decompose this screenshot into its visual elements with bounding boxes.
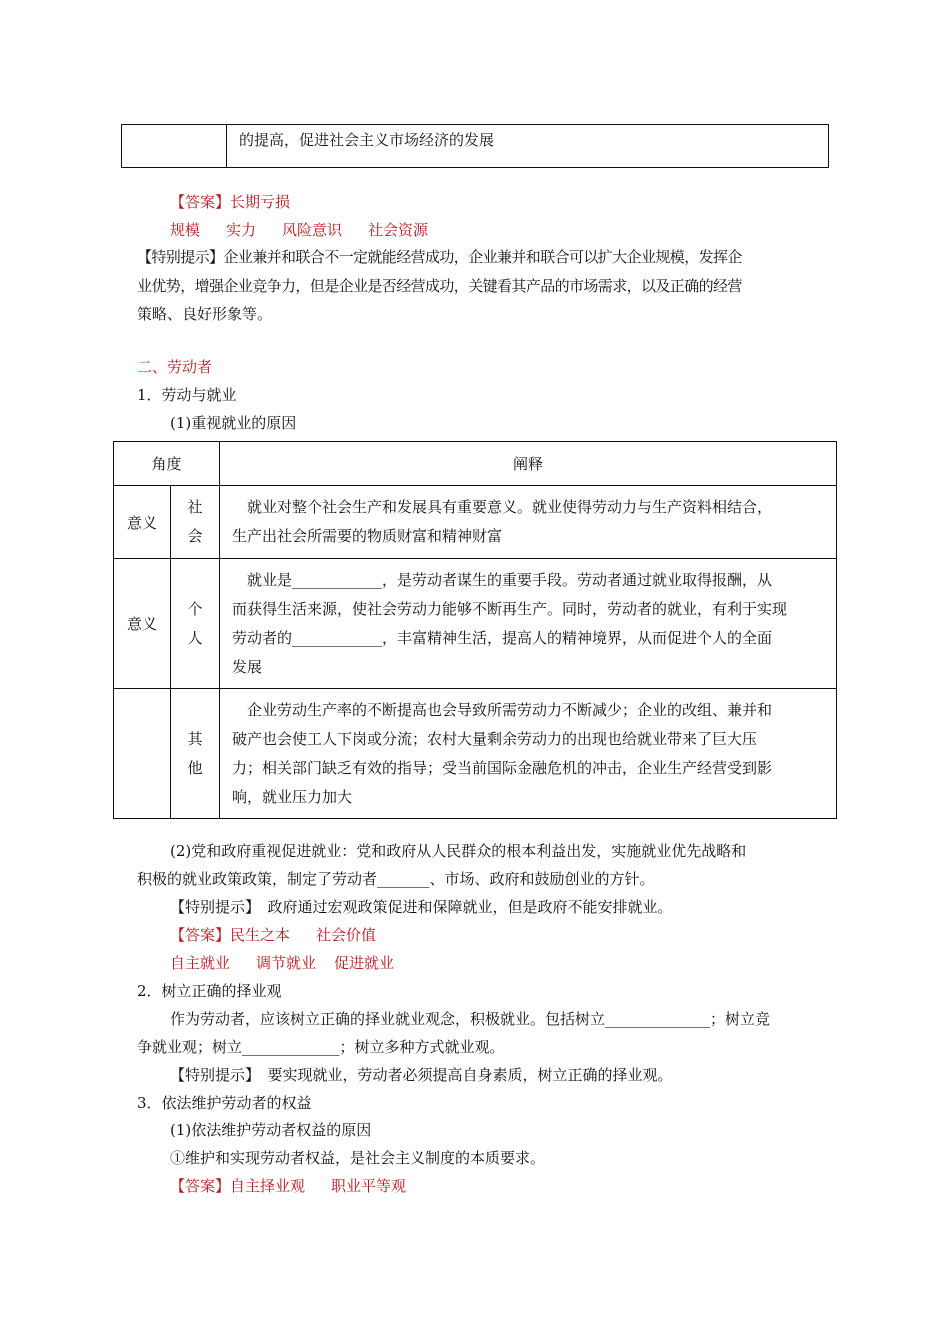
- table-cat: 意义: [114, 559, 171, 689]
- top-table-cell: [227, 125, 829, 168]
- s3-item: ①维护和实现劳动者权益，是社会主义制度的本质要求。: [170, 1149, 546, 1167]
- answer-text: 长期亏损: [230, 193, 291, 211]
- table-sub: [171, 689, 220, 819]
- table-cat: [114, 689, 171, 819]
- table-header-explain: 阐释: [220, 442, 837, 486]
- explain-line: 企业劳动生产率的不断提高也会导致所需劳动力不断减少；企业的改组、兼并和: [232, 700, 773, 719]
- explain-line: 就业是____________，是劳动者谋生的重要手段。劳动者通过就业取得报酬，从: [232, 570, 773, 589]
- table-sub-char: 他: [187, 758, 203, 777]
- s2-line: 作为劳动者，应该树立正确的择业就业观念，积极就业。包括树立______________；树立竞: [170, 1010, 771, 1028]
- s2-line: 争就业观；树立_____________；树立多种方式就业观。: [137, 1038, 505, 1056]
- answer3-line: [170, 1176, 406, 1196]
- table-cat: 意义: [114, 486, 171, 559]
- answer-item: 风险意识: [282, 221, 343, 239]
- answer-item: 自主择业观: [230, 1177, 306, 1195]
- heading-1: 1．劳动与就业: [137, 386, 237, 404]
- table-explain: [220, 559, 837, 689]
- explain-line: 劳动者的____________，丰富精神生活，提高人的精神境界，从而促进个人的全面: [232, 628, 773, 647]
- table-sub: [171, 486, 220, 559]
- answer-item: 社会价值: [316, 926, 377, 944]
- explain-line: 生产出社会所需要的物质财富和精神财富: [232, 527, 503, 545]
- tip1-line: 策略、良好形象等。: [137, 305, 273, 323]
- subheading-3: (1)依法维护劳动者权益的原因: [170, 1121, 372, 1139]
- answer-label: 【答案】: [170, 1177, 231, 1195]
- table-sub-char: 会: [187, 527, 203, 545]
- top-table-empty-cell: [122, 125, 227, 168]
- answer-item: 职业平等观: [331, 1177, 407, 1195]
- answer-item: 规模: [170, 221, 201, 239]
- answer-item: 民生之本: [230, 926, 291, 944]
- heading-2: 2．树立正确的择业观: [137, 982, 282, 1000]
- answer1-line1: [170, 192, 290, 212]
- tip1-line: 【特别提示】企业兼并和联合不一定就能经营成功，企业兼并和联合可以扩大企业规模，发挥企: [137, 248, 742, 266]
- answer-item: 调节就业: [256, 954, 317, 972]
- table-row: [114, 559, 837, 689]
- explain-line: 力；相关部门缺乏有效的指导；受当前国际金融危机的冲击，企业生产经营受到影: [232, 758, 773, 777]
- answer-item: 促进就业: [334, 954, 395, 972]
- explain-line: 发展: [232, 657, 263, 676]
- explain-line: 响，就业压力加大: [232, 787, 353, 806]
- s2-tip: 【特别提示】 要实现就业，劳动者必须提高自身素质，树立正确的择业观。: [170, 1066, 673, 1084]
- top-table-text: 的提高，促进社会主义市场经济的发展: [239, 131, 495, 149]
- table-sub-char: 人: [187, 628, 203, 647]
- answer2-line1: [170, 925, 376, 945]
- heading-3: 3．依法维护劳动者的权益: [137, 1094, 312, 1112]
- answer-label: 【答案】: [170, 193, 231, 211]
- table-row: [114, 486, 837, 559]
- explain-line: 而获得生活来源，使社会劳动力能够不断再生产。同时，劳动者的就业，有利于实现: [232, 599, 788, 618]
- table-row: [114, 689, 837, 819]
- tip1-line: 业优势，增强企业竞争力，但是企业是否经营成功，关键看其产品的市场需求，以及正确的经营: [137, 277, 742, 295]
- table-explain: [220, 486, 837, 559]
- explain-line: 就业对整个社会生产和发展具有重要意义。就业使得劳动力与生产资料相结合，: [232, 498, 773, 516]
- table-sub-char: 社: [187, 498, 203, 516]
- table-sub-char: 个: [187, 599, 203, 618]
- table-sub-char: 其: [187, 729, 203, 748]
- answer-item: 自主就业: [170, 954, 231, 972]
- answer1-line2: [170, 220, 428, 240]
- section-title: 二、劳动者: [137, 358, 213, 376]
- subheading-1: (1)重视就业的原因: [170, 414, 297, 432]
- p2-line: 积极的就业政策政策，制定了劳动者_______、市场、政府和鼓励创业的方针。: [137, 870, 655, 888]
- employment-table: [113, 441, 837, 819]
- answer-label: 【答案】: [170, 926, 231, 944]
- table-header-angle: 角度: [114, 442, 220, 486]
- explain-line: 破产也会使工人下岗或分流；农村大量剩余劳动力的出现也给就业带来了巨大压: [232, 729, 758, 748]
- table-explain: [220, 689, 837, 819]
- answer2-line2: [170, 953, 394, 973]
- answer-item: 实力: [226, 221, 257, 239]
- p2-tip: 【特别提示】 政府通过宏观政策促进和保障就业，但是政府不能安排就业。: [170, 898, 673, 916]
- answer-item: 社会资源: [368, 221, 429, 239]
- p2-line: (2)党和政府重视促进就业：党和政府从人民群众的根本利益出发，实施就业优先战略和: [170, 842, 747, 860]
- table-sub: [171, 559, 220, 689]
- top-table: [121, 124, 829, 168]
